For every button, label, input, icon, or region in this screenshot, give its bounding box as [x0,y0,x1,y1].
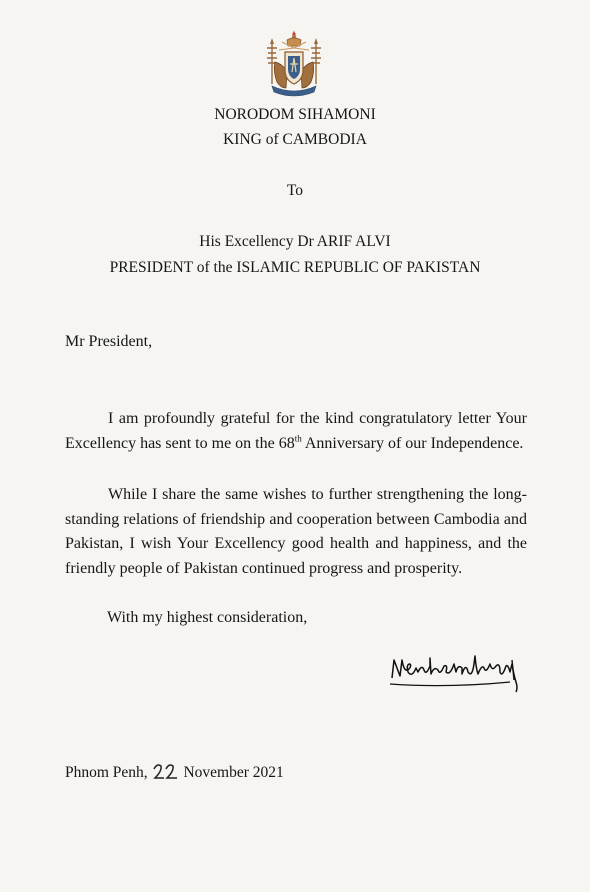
paragraph-gratitude [65,407,527,456]
paragraph-gratitude-end: Anniversary of our Independence. [301,434,524,452]
sender-title: KING of CAMBODIA [223,131,367,148]
date-line [65,761,284,782]
paragraph-gratitude-text: I am profoundly grateful for the kind congratulatory letter Your Excellency has sent to me on the 68 [65,410,527,452]
handwritten-signature [388,652,530,694]
ordinal-suffix: th [294,433,302,444]
recipient-name: His Excellency Dr ARIF ALVI [199,233,391,250]
handwritten-day [152,761,180,781]
date-place: Phnom Penh, [65,764,148,781]
royal-coat-of-arms-icon [262,26,326,100]
salutation: Mr President, [65,333,153,350]
paragraph-wishes: While I share the same wishes to further strengthening the long-standing relations of friendship and cooperation between Cambodia and Pakistan, I wish Your Excellency good health and happiness, and the friendly people of Pakistan continued progress and prosperity. [65,486,527,577]
closing-line: With my highest consideration, [107,609,308,626]
sender-name: NORODOM SIHAMONI [214,106,376,123]
date-month-year: November 2021 [183,764,284,781]
to-label: To [286,182,304,199]
recipient-title: PRESIDENT of the ISLAMIC REPUBLIC OF PAKISTAN [109,259,481,276]
